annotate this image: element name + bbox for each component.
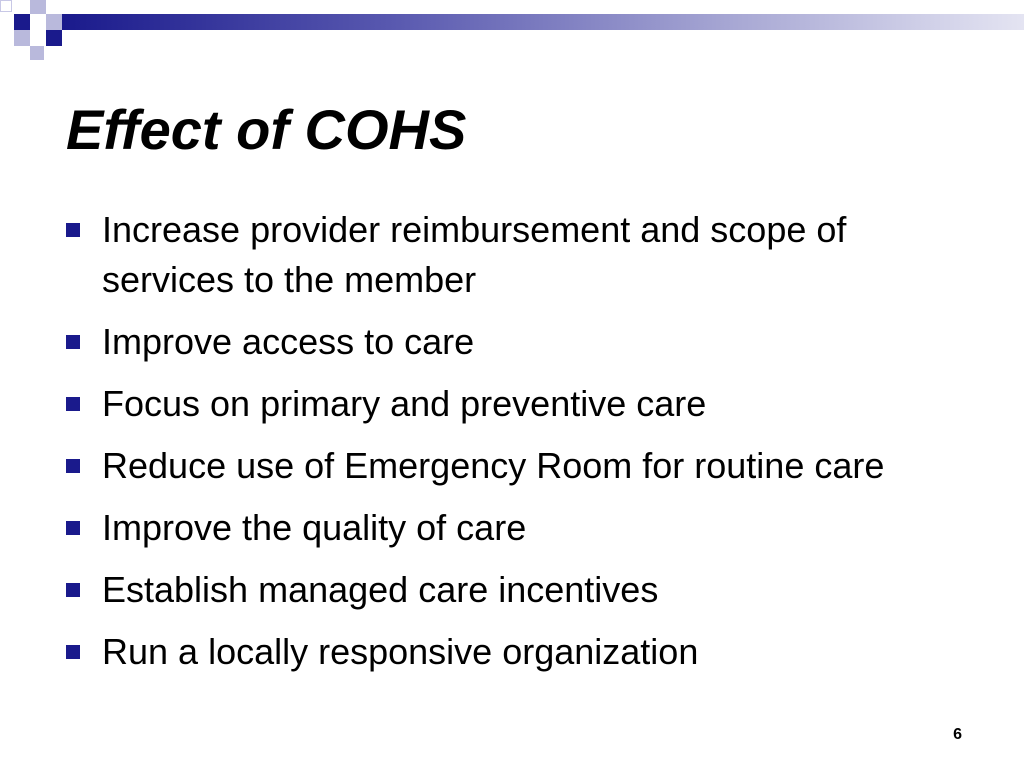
- decorative-square: [30, 30, 46, 46]
- bullet-text: Focus on primary and preventive care: [102, 383, 707, 424]
- bullet-item: [66, 565, 966, 615]
- decorative-square: [14, 30, 30, 46]
- square-bullet-icon: [66, 223, 80, 237]
- square-bullet-icon: [66, 459, 80, 473]
- decorative-square: [0, 0, 12, 12]
- bullet-list: [66, 205, 966, 689]
- decorative-square: [30, 0, 46, 14]
- decorative-square: [0, 30, 12, 46]
- bullet-item: [66, 205, 966, 305]
- bullet-text: Reduce use of Emergency Room for routine care: [102, 445, 885, 486]
- decorative-square: [46, 14, 62, 30]
- bullet-text: Increase provider reimbursement and scope of services to the member: [102, 209, 847, 300]
- square-bullet-icon: [66, 645, 80, 659]
- bullet-text: Improve the quality of care: [102, 507, 527, 548]
- decorative-square: [46, 30, 62, 46]
- decorative-square: [30, 46, 44, 60]
- bullet-item: [66, 441, 966, 491]
- header-gradient-bar: [62, 14, 1024, 30]
- bullet-text: Establish managed care incentives: [102, 569, 659, 610]
- slide-title: Effect of COHS: [66, 98, 467, 161]
- square-bullet-icon: [66, 397, 80, 411]
- bullet-text: Improve access to care: [102, 321, 475, 362]
- decorative-square: [14, 14, 30, 30]
- bullet-text: Run a locally responsive organization: [102, 631, 699, 672]
- square-bullet-icon: [66, 583, 80, 597]
- square-bullet-icon: [66, 521, 80, 535]
- square-bullet-icon: [66, 335, 80, 349]
- bullet-item: [66, 317, 966, 367]
- bullet-item: [66, 627, 966, 677]
- page-number: 6: [953, 726, 962, 743]
- bullet-item: [66, 503, 966, 553]
- bullet-item: [66, 379, 966, 429]
